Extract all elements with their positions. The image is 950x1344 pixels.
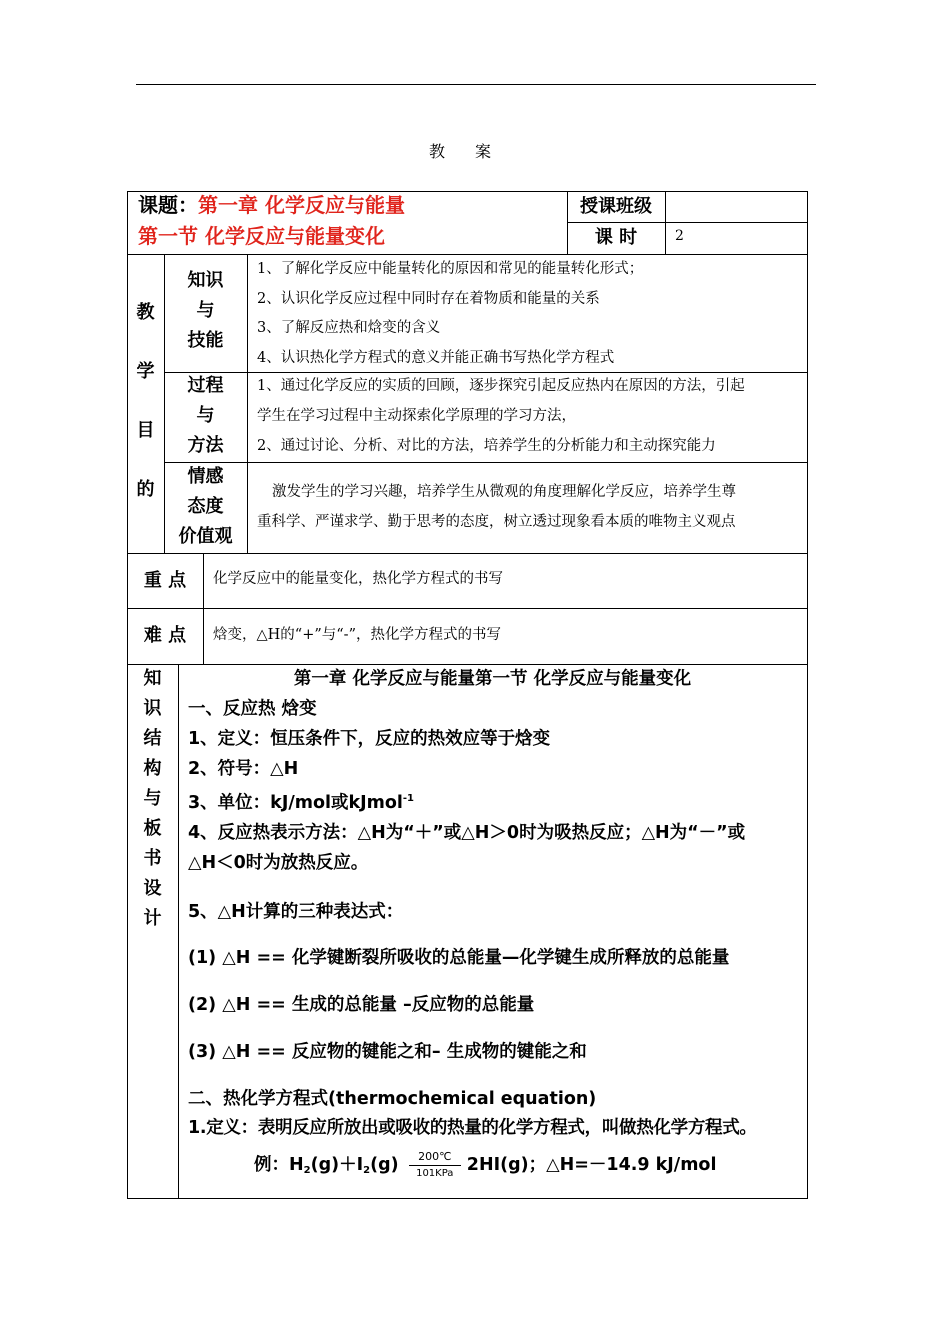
structure-line: 5、△H计算的三种表达式：: [188, 902, 404, 922]
structure-line: (1) △H == 化学键断裂所吸收的总能量—化学键生成所释放的总能量: [188, 948, 730, 968]
topic-label: 课题：: [138, 193, 198, 217]
knowledge-skills-label: 知识 与 技能: [187, 270, 224, 351]
structure-line: 4、反应热表示方法：△H为“＋”或△H＞0时为吸热反应；△H为“－”或: [188, 823, 746, 843]
structure-line: 一、反应热 焓变: [188, 699, 317, 719]
reaction-condition-arrow: 200℃ 101KPa: [409, 1150, 461, 1180]
list-item: 重科学、严谨求学、勤于思考的态度，树立透过现象看本质的唯物主义观点: [257, 514, 736, 530]
hours-value: 2: [675, 228, 684, 244]
structure-line: △H＜0时为放热反应。: [188, 853, 369, 873]
structure-line: 1.定义：表明反应所放出或吸收的热量的化学方程式，叫做热化学方程式。: [188, 1118, 757, 1138]
emotion-values-items: [257, 477, 805, 537]
topic-chapter: [138, 190, 405, 221]
difficult-point-text: 焓变，△H的“+”与“-”，热化学方程式的书写: [213, 627, 501, 643]
list-item: 3、了解反应热和焓变的含义: [257, 320, 441, 336]
structure-body: [188, 694, 803, 878]
structure-line: 二、热化学方程式(thermochemical equation): [188, 1089, 597, 1109]
list-item: 2、通过讨论、分析、对比的方法，培养学生的分析能力和主动探究能力: [257, 438, 716, 454]
structure-line: 2、符号：△H: [188, 759, 299, 779]
document-title: 教案: [428, 142, 521, 161]
process-method-label: 过程 与 方法: [187, 375, 224, 456]
list-item: 1、通过化学反应的实质的回顾，逐步探究引起反应热内在原因的方法，引起: [257, 378, 745, 394]
key-point-text: 化学反应中的能量变化，热化学方程式的书写: [213, 571, 503, 587]
structure-line: (2) △H == 生成的总能量 –反应物的总能量: [188, 995, 535, 1015]
section-title: 第一节 化学反应与能量变化: [138, 224, 385, 248]
structure-line: (3) △H == 反应物的键能之和– 生成物的键能之和: [188, 1042, 587, 1062]
knowledge-skills-items: [257, 255, 805, 373]
header-rule: [136, 84, 816, 85]
objectives-group-label: 教 学 目 的: [136, 302, 155, 500]
list-item: 2、认识化学反应过程中同时存在着物质和能量的关系: [257, 290, 600, 307]
emotion-values-label: 情感 态度 价值观: [178, 466, 233, 547]
knowledge-structure-label: 知 识 结 构 与 板 书 设 计: [143, 668, 162, 929]
structure-heading: 第一章 化学反应与能量第一节 化学反应与能量变化: [293, 669, 692, 689]
chapter-title: 第一章 化学反应与能量: [198, 193, 405, 217]
difficult-point-label: 难 点: [143, 625, 187, 646]
hours-label: 课 时: [594, 227, 638, 248]
structure-line: 3、单位：kJ/mol或kJmol$^{-1}$: [188, 793, 414, 813]
structure-line: 1、定义：恒压条件下，反应的热效应等于焓变: [188, 729, 551, 749]
list-item: 4、认识热化学方程式的意义并能正确书写热化学方程式: [257, 349, 615, 366]
process-method-items: [257, 371, 805, 461]
class-label: 授课班级: [580, 196, 652, 217]
key-point-label: 重 点: [143, 570, 187, 591]
list-item: 学生在学习过程中主动探索化学原理的学习方法，: [257, 408, 576, 424]
example-equation: 例：$H_2(g)+I_2(g)$ 200℃ 101KPa 2HI(g)；△H=－14.9 kJ/mol: [254, 1150, 717, 1179]
list-item: 1、了解化学反应中能量转化的原因和常见的能量转化形式；: [257, 261, 644, 277]
list-item: 激发学生的学习兴趣，培养学生从微观的角度理解化学反应，培养学生尊: [272, 484, 736, 500]
